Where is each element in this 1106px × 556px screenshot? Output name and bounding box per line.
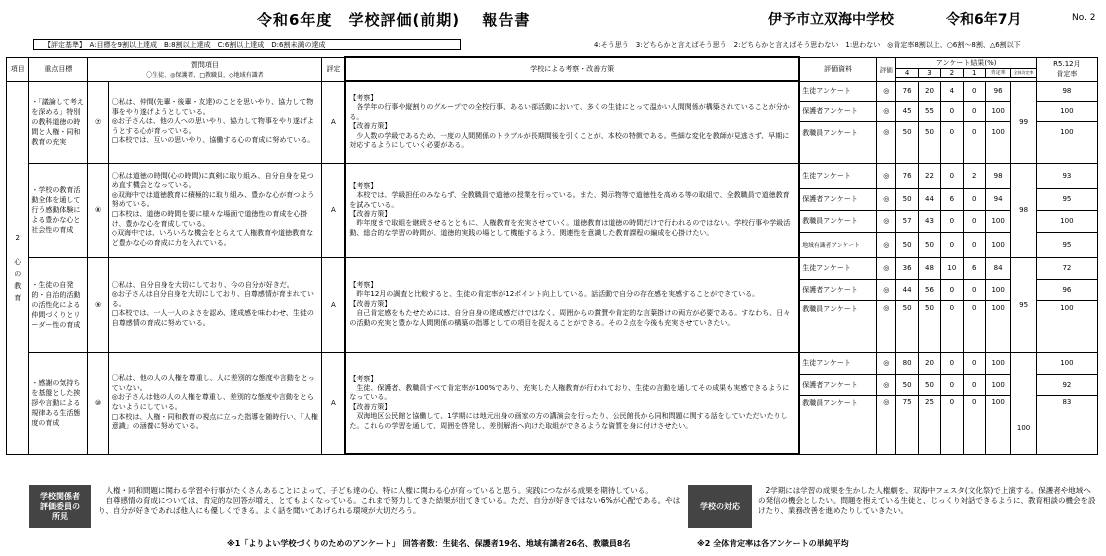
survey-prev: 98 [1036,81,1097,101]
col-question-sub: 〇生徒、◎保護者、□教職員、◇地域有識者 [146,71,264,79]
survey-v3: 20 [918,352,940,374]
col-r3: 3 [918,68,940,77]
survey-v3: 20 [918,81,940,101]
survey-rate: 100 [985,395,1010,454]
question-text-7: 〇私は、仲間(先輩・後輩・友達)のことを思いやり、協力して物事をやり遂げようとしている。 ◎お子さんは、他の人への思いやり、協力して物事をやり遂げようとする心が育っている。 □本校では、互いの思いやり、協働する心の育成に努めている。 [108,81,322,163]
grade-7: A [322,81,345,163]
survey-v4: 57 [896,210,918,232]
survey-v2: 0 [941,121,963,163]
survey-v4: 50 [896,188,918,210]
school-response: 2学期には学習の成果を生かした人権劇を、双海中フェスタ(文化祭)で上演する。保護者や地域への発信の機会としたい。問題を抱えている生徒と、じっくり対話できるように、教育相談の機会を設けたり、業務改善を進めたりしていきたい。 [758,486,1096,515]
col-r1: 1 [963,68,985,77]
survey-v1: 0 [963,121,985,163]
survey-prev: 93 [1036,163,1097,188]
col-prev: R5.12月 肯定率 [1036,57,1097,81]
survey-v1: 0 [963,101,985,121]
survey-v1: 0 [963,395,985,454]
survey-mark: ◎ [877,232,896,257]
question-number-9: ⑨ [88,257,108,352]
survey-rate: 98 [985,163,1010,188]
survey-prev: 100 [1036,210,1097,232]
survey-v4: 50 [896,121,918,163]
survey-name: 生徒アンケート [799,257,876,279]
question-number-7: ⑦ [88,81,108,163]
overall-rate-7: 99 [1011,81,1036,163]
survey-name: 生徒アンケート [799,163,876,188]
survey-v1: 2 [963,163,985,188]
question-text-8: 〇私は道徳の時間(心の時間)に真剣に取り組み、自分自身を見つめ直す機会となっている。 ◎双海中では道徳教育に積極的に取り組み、豊かな心が育つよう努めている。 □本校は、道徳の時間を要に様々な場面で道徳性の育成を心掛け、豊かな心を育成している。 ◇双海中では、いろいろな機会をとらえて人権教育や道徳教育など豊かな心の育成に力を入れている。 [108,163,322,257]
survey-v3: 48 [918,257,940,279]
survey-rate: 100 [985,210,1010,232]
survey-v4: 76 [896,163,918,188]
survey-v1: 0 [963,300,985,352]
bottom-section [6,485,1098,528]
survey-v4: 50 [896,374,918,395]
survey-v3: 50 [918,300,940,352]
survey-rate: 94 [985,188,1010,210]
survey-mark: ◎ [877,188,896,210]
col-question [88,57,322,81]
survey-rate: 100 [985,352,1010,374]
survey-prev: 95 [1036,232,1097,257]
survey-v1: 0 [963,352,985,374]
rating-legend: 4:そう思う 3:どちらかと言えばそう思う 2:どちらかと言えばそう思わない 1:思わない ◎肯定率8割以上、○6割～8割、△6割以下 [594,41,1021,49]
survey-mark: ◎ [877,352,896,374]
survey-v3: 43 [918,210,940,232]
survey-name: 保護者アンケート [799,188,876,210]
overall-rate-8: 98 [1011,163,1036,257]
survey-mark: ◎ [877,163,896,188]
survey-mark: ◎ [877,257,896,279]
survey-prev: 100 [1036,300,1097,352]
col-r2: 2 [941,68,963,77]
grade-10: A [322,352,345,454]
survey-name: 教職員アンケート [799,121,876,163]
survey-v4: 36 [896,257,918,279]
survey-v2: 0 [941,210,963,232]
survey-rate: 100 [985,121,1010,163]
col-question-label: 質問項目 [190,60,219,69]
survey-prev: 100 [1036,101,1097,121]
item-label: 2 心 の 教 育 [7,81,29,454]
survey-v2: 0 [941,352,963,374]
survey-rate: 100 [985,101,1010,121]
survey-mark: ◎ [877,81,896,101]
report-date: 令和6年7月 [946,12,1022,28]
survey-v1: 0 [963,81,985,101]
survey-rate: 96 [985,81,1010,101]
question-number-10: ⑩ [88,352,108,454]
survey-v2: 0 [941,232,963,257]
survey-v3: 22 [918,163,940,188]
grade-9: A [322,257,345,352]
committee-label: 学校関係者 評価委員の 所見 [29,485,91,528]
col-item: 項目 [7,57,29,81]
page-number: No. 2 [1072,13,1096,23]
goal-10: ・感謝の気持ちを基盤とした挨拶や言動による規律ある生活態度の育成 [29,352,88,454]
survey-rate: 100 [985,374,1010,395]
survey-rate: 100 [985,232,1010,257]
survey-v4: 50 [896,232,918,257]
col-consideration: 学校による考察・改善方策 [345,57,799,81]
survey-v4: 44 [896,279,918,300]
committee-comments: 人権・同和問題に関わる学習や行事がたくさんあることによって、子ども達の心、特に人権に関わる心が育っていると思う。実践につながる成果を期待している。 自尊感情の育成については、肯定的な回答が増え、とてもよくなっている。これまで努力してきた結果が出てきている。ただ、自分が好きではない6%が心配である。やはり、自分が好きであれば他人にも優しくできる。よく話を聞いてあげられる環境が大切だろう。 [98,486,681,515]
survey-mark: ◎ [877,121,896,163]
survey-v4: 75 [896,395,918,454]
survey-mark: ◎ [877,210,896,232]
survey-mark: ◎ [877,101,896,121]
survey-v3: 50 [918,374,940,395]
survey-v4: 76 [896,81,918,101]
col-results: アンケート結果(%) [896,57,1036,68]
school-name: 伊予市立双海中学校 [768,12,894,28]
question-number-8: ⑧ [88,163,108,257]
consideration-8: 【考察】 本校では、学級担任のみならず、全教職員で道徳の授業を行っている。また、掲示物等で道徳性を高める等の取組で、全教職員で道徳教育を試みている。 【改善方策】 昨年度まで取組を継続させるとともに、人権教育を充実させていく。道徳教育は道徳の時間だけで行われるのではない。学校行事や学級活動、総合的な学習の時間が、道徳的実践の場として機能するよう、関連性を意識した教育課程の編成を心掛けたい。 [345,163,799,257]
col-material: 評価資料 [799,57,876,81]
consideration-9: 【考察】 昨年12月の調査と比較すると、生徒の肯定率が12ポイント向上している。話活動で自分の存在感を実感することができている。 【改善方策】 自己肯定感をもたせためには、自分自身の達成感だけではなく、周囲からの賞賛や肯定的な言葉掛けの両方が必要である。すなわち、日々の活動の充実と豊かな人間関係の構築の指導としての項目を捉えることができる。その２点を今後も充実させていきたい。 [345,257,799,352]
survey-v3: 25 [918,395,940,454]
survey-name: 教職員アンケート [799,300,876,352]
survey-v3: 50 [918,121,940,163]
survey-rate: 100 [985,279,1010,300]
survey-v1: 0 [963,374,985,395]
survey-v2: 6 [941,188,963,210]
survey-v4: 45 [896,101,918,121]
survey-v2: 10 [941,257,963,279]
survey-v2: 0 [941,279,963,300]
survey-name: 保護者アンケート [799,374,876,395]
grading-criteria: 【評定基準】 A:目標を9割以上達成 B:8割以上達成 C:6割以上達成 D:6割未満の達成 [33,39,461,50]
col-overall: 全体肯定率 [1011,68,1036,77]
survey-mark: ◎ [877,300,896,352]
survey-mark: ◎ [877,279,896,300]
col-goal: 重点目標 [29,57,88,81]
consideration-7: 【考察】 各学年の行事や縦割りのグループでの全校行事、あるい部活動において、多くの生徒にとって温かい人間関係が構築されていることが分かる。 【改善方策】 少人数の学級であるため、一度の人間関係のトラブルが長期間後を引くことが、本校の特徴である。些細な変化を教師が見逃さず、早期に対応するようにしていく必要がある。 [345,81,799,163]
survey-prev: 83 [1036,395,1097,454]
survey-v2: 0 [941,101,963,121]
overall-rate-10: 100 [1011,352,1036,454]
survey-mark: ◎ [877,374,896,395]
survey-v2: 0 [941,300,963,352]
col-r4: 4 [896,68,918,77]
survey-v2: 4 [941,81,963,101]
response-label: 学校の対応 [688,485,752,528]
goal-8: ・学校の教育活動全体を通して行う感動体験による豊かな心と社会性の育成 [29,163,88,257]
col-grade: 評定 [322,57,345,81]
goal-7: ・「議論して考えを深める」特別の教科道徳の時間と人権・同和教育の充実 [29,81,88,163]
survey-v1: 0 [963,210,985,232]
survey-v2: 0 [941,374,963,395]
survey-name: 教職員アンケート [799,395,876,454]
survey-v1: 0 [963,279,985,300]
survey-rate: 100 [985,300,1010,352]
survey-name: 保護者アンケート [799,101,876,121]
survey-v2: 0 [941,395,963,454]
survey-v2: 0 [941,163,963,188]
survey-name: 教職員アンケート [799,210,876,232]
survey-name: 生徒アンケート [799,81,876,101]
survey-v3: 55 [918,101,940,121]
grade-8: A [322,163,345,257]
survey-v3: 50 [918,232,940,257]
survey-v1: 0 [963,232,985,257]
survey-prev: 96 [1036,279,1097,300]
survey-name: 生徒アンケート [799,352,876,374]
report-title: 令和6年度 学校評価(前期) 報告書 [257,11,531,29]
survey-name: 地域有識者アンケート [799,232,876,257]
col-eval: 評価 [877,57,896,81]
survey-rate: 84 [985,257,1010,279]
survey-prev: 92 [1036,374,1097,395]
survey-prev: 100 [1036,352,1097,374]
survey-prev: 100 [1036,121,1097,163]
question-text-10: 〇私は、他の人の人権を尊重し、人に差別的な態度や言動をとっていない。 ◎お子さんは他の人の人権を尊重し、差別的な態度や言動をとらないようにしている。 □本校は、人権・同和教育の視点に立った指導を随時行い、「人権意識」の涵養に努めている。 [108,352,322,454]
footnote-overall-rate: ※2 全体肯定率は各アンケートの単純平均 [697,539,849,548]
survey-v1: 0 [963,188,985,210]
survey-prev: 72 [1036,257,1097,279]
consideration-10: 【考察】 生徒、保護者、教職員すべて肯定率が100%であり、充実した人権教育が行われており、生徒の言動を通してその成果も実感できるようになっている。 【改善方策】 双海地区公民館と協働して、1学期には地元出身の画家の方の講演会を行ったり、公民館長から同和問題に関する話をしていただいたりした。これらの学習を通して、周囲を啓発し、差別解消へ向けた取組ができるような資質を身に付けさせたい。 [345,352,799,454]
col-rate: 肯定率 [985,68,1010,77]
survey-mark: ◎ [877,395,896,454]
survey-name: 保護者アンケート [799,279,876,300]
survey-prev: 95 [1036,188,1097,210]
survey-v1: 6 [963,257,985,279]
question-text-9: 〇私は、自分自身を大切にしており、今の自分が好きだ。 ◎お子さんは自分自身を大切にしており、自尊感情が育まれている。 □本校では、一人一人のよさを認め、達成感を味わわせ、生徒の自尊感情の育成に努めている。 [108,257,322,352]
overall-rate-9: 95 [1011,257,1036,352]
survey-v4: 50 [896,300,918,352]
survey-v3: 44 [918,188,940,210]
survey-v3: 56 [918,279,940,300]
evaluation-table [6,56,1098,455]
footnote-respondents: ※1「よりよい学校づくりのためのアンケート」 回答者数：生徒名、保護者19名、地域有識者26名、教職員8名 [227,539,631,548]
survey-v4: 80 [896,352,918,374]
goal-9: ・生徒の自発的・自治的活動の活性化による仲間づくりとリーダー性の育成 [29,257,88,352]
